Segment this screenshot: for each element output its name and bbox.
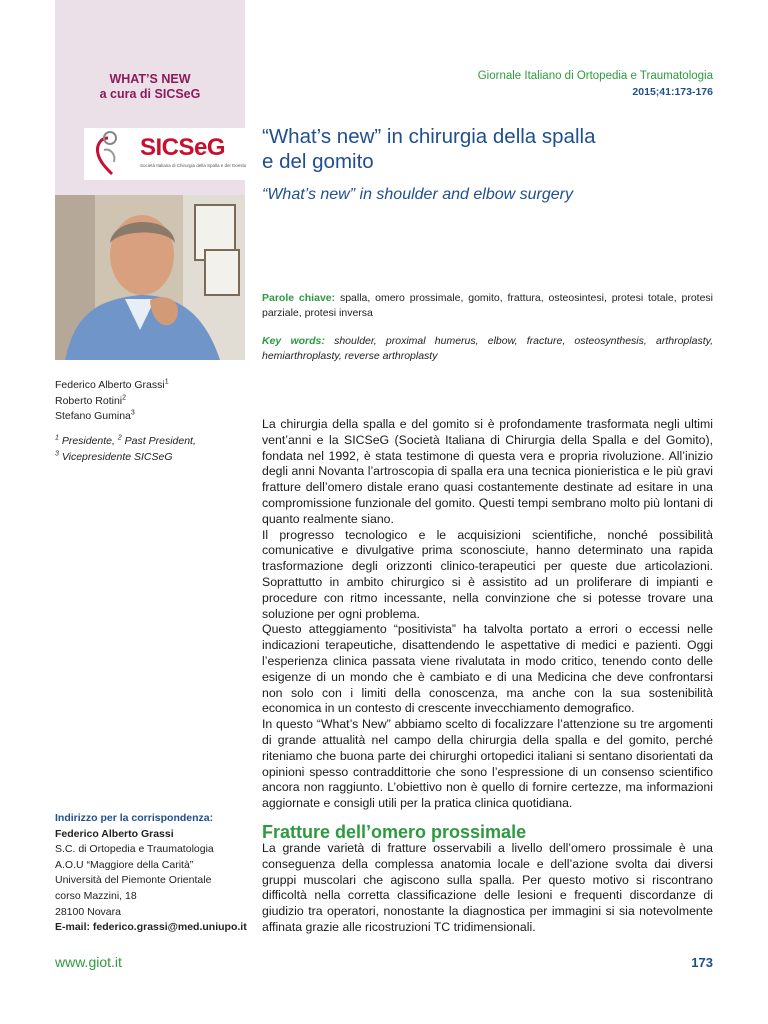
section-heading: Fratture dell’omero prossimale — [262, 822, 527, 842]
logo-text: SICSeG — [140, 134, 226, 161]
author-portrait-image — [55, 195, 245, 360]
role-2-sup: 2 — [117, 434, 122, 442]
author-2 — [55, 394, 245, 410]
shoulder-logo-icon — [84, 128, 134, 180]
correspondence-line: 28100 Novara — [55, 905, 121, 918]
author-2-name: Roberto Rotini — [55, 394, 123, 407]
paragraph: La grande varietà di fratture osservabili a livello dell’omero prossimale è una conseguenza della complessa anatomia locale e dell’azione svolta dai diversi gruppi muscolari che agiscono sulla spalla. Per questo motivo si riscontrano difficoltà nella corretta classificazione delle lesioni e frequenti discordanze di giudizio tra operatori, nonostante la diagnostica per immagini si sia notevolmente affinata grazie alle ricostruzioni TC tridimensionali. — [262, 841, 713, 934]
keywords-italian-label: Parole chiave: — [262, 292, 336, 304]
article-title — [262, 124, 722, 174]
author-1-name: Federico Alberto Grassi — [55, 379, 165, 391]
author-1-sup: 1 — [164, 378, 169, 386]
section-label-title: WHAT’S NEW — [109, 72, 191, 86]
keywords-english-list: shoulder, proximal humerus, elbow, fracture, osteosynthesis, arthroplasty, hemiarthroplasty, reverse arthroplasty — [262, 335, 713, 362]
author-list — [55, 378, 245, 425]
sidebar-band — [55, 0, 245, 224]
page-number: 173 — [691, 955, 713, 970]
correspondence-email[interactable]: E-mail: federico.grassi@med.uniupo.it — [55, 921, 247, 934]
keywords-english-label: Key words: — [262, 335, 325, 347]
role-2: Past President, — [121, 435, 196, 447]
author-photo — [55, 195, 245, 360]
correspondence-block — [55, 811, 250, 936]
paragraph: Il progresso tecnologico e le acquisizioni scientifiche, nonché possibilità comunicative e divulgative prima sconosciute, hanno determinato una rapida trasformazione degli orizzonti clinico-terapeutici per queste due articolazioni. Soprattutto in ambito chirurgico si è assistito ad un proliferare di impianti e procedure con ritmo incessante, nella convinzione che si potesse trovare una soluzione per ogni problema. — [262, 527, 713, 621]
logo-subtitle: Società Italiana di Chirurgia della Spalla e del Gomito — [140, 163, 247, 168]
paragraph: La chirurgia della spalla e del gomito si è profondamente trasformata negli ultimi vent’anni e la SICSeG (Società Italiana di Chirurgia della Spalla e del Gomito), fondata nel 1992, è stata testimone di questa vera e propria rivoluzione. All’inizio degli anni Novanta l’artroscopia di spalla era una tecnica pionieristica e le più gravi fratture dell’omero distale erano quasi costantemente destinate ad esitare in una compromissione funzionale del gomito. Questi tempi sembrano molto più lontani di quanto realmente siano. — [262, 417, 713, 526]
roles-line-1 — [55, 434, 245, 450]
keywords-italian — [262, 291, 713, 321]
author-1 — [55, 378, 245, 394]
correspondence-line: S.C. di Ortopedia e Traumatologia — [55, 843, 214, 856]
article-subtitle: “What’s new” in shoulder and elbow surgery — [262, 186, 573, 203]
correspondence-line: A.O.U “Maggiore della Carità” — [55, 858, 194, 871]
footer-url-link[interactable]: www.giot.it — [55, 954, 122, 970]
correspondence-line: corso Mazzini, 18 — [55, 889, 137, 902]
author-roles — [55, 434, 245, 465]
correspondence-name: Federico Alberto Grassi — [55, 827, 174, 840]
role-3: Vicepresidente SICSeG — [58, 450, 173, 463]
correspondence-line: Università del Piemonte Orientale — [55, 874, 212, 887]
keywords-italian-list: spalla, omero prossimale, gomito, frattura, osteosintesi, protesi totale, protesi parziale, protesi inversa — [262, 292, 714, 319]
role-3-sup: 3 — [55, 450, 59, 457]
section-label — [55, 72, 245, 102]
title-line-2: e del gomito — [262, 150, 374, 173]
introduction-text — [262, 417, 713, 812]
role-1-sup: 1 — [55, 434, 59, 442]
title-line-1: “What’s new” in chirurgia della spalla — [262, 125, 596, 148]
author-3-name: Stefano Gumina — [55, 410, 131, 422]
section-label-editor: a cura di SICSeG — [99, 87, 201, 101]
citation: 2015;41:173-176 — [632, 86, 713, 98]
roles-line-2 — [55, 450, 245, 466]
author-3-sup: 3 — [130, 409, 135, 417]
author-2-sup: 2 — [122, 394, 127, 401]
keywords-english — [262, 334, 713, 364]
paragraph: Questo atteggiamento “positivista” ha talvolta portato a errori o eccessi nelle indicazioni terapeutiche, disattendendo le aspettative di medici e pazienti. Oggi l’esperienza clinica passata viene rivalutata in modo critico, tenendo conto delle esigenze di un mondo che è cambiato e di una Medicina che deve confrontarsi non solo con i limiti della conoscenza, ma anche con la sua sostenibilità economica in un contesto di crescente invecchiamento demografico. — [262, 622, 713, 716]
journal-name: Giornale Italiano di Ortopedia e Traumatologia — [477, 70, 713, 82]
paragraph: In questo “What’s New” abbiamo scelto di focalizzare l’attenzione su tre argomenti di grande attualità nel campo della chirurgia della spalla e del gomito, perché riteniamo che buona parte dei chirurghi ortopedici italiani si sentano disorientati da opinioni spesso contraddittorie che sono l’espressione di un consenso scientifico ancora non raggiunto. L’obiettivo non è quello di fornire certezze, ma informazioni aggiornate e consigli utili per la pratica clinica quotidiana. — [262, 717, 713, 811]
author-3 — [55, 409, 245, 425]
role-1: Presidente, — [58, 435, 118, 447]
correspondence-heading: Indirizzo per la corrispondenza: — [55, 812, 214, 824]
section-text — [262, 841, 713, 936]
